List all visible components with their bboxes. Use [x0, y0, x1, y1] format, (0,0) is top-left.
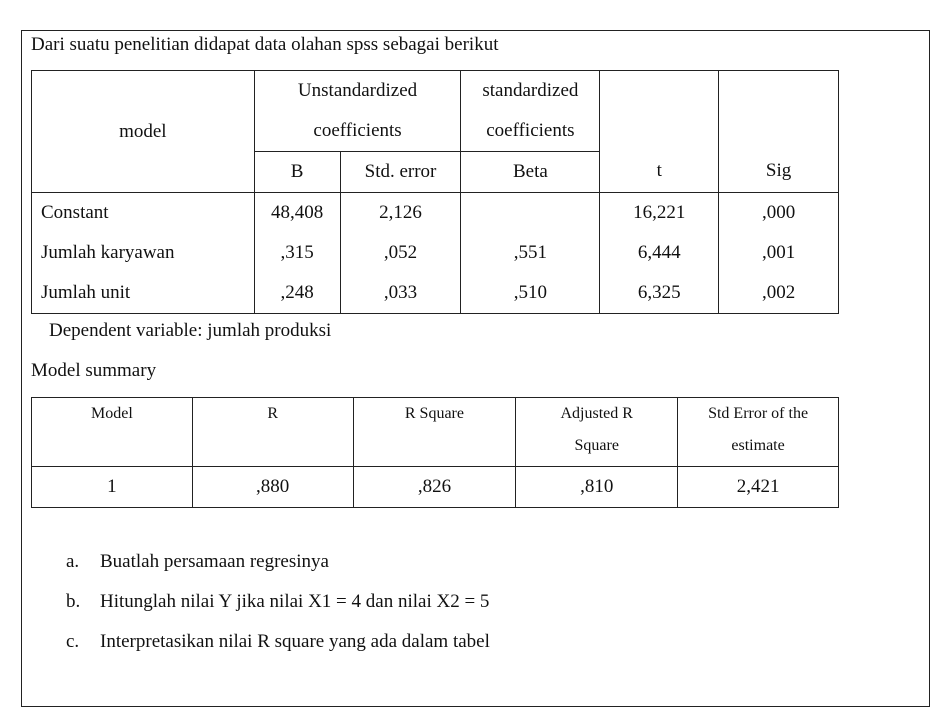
model-summary-table	[31, 397, 839, 508]
cell-t: 6,444	[600, 233, 719, 273]
cell-beta: ,551	[461, 233, 600, 273]
cell-beta	[461, 193, 600, 234]
table-row	[32, 273, 839, 314]
cell-r-square: ,826	[353, 467, 516, 508]
cell-sig: ,002	[719, 273, 839, 314]
header-unstandardized-line2: coefficients	[254, 111, 461, 152]
list-item	[66, 590, 490, 630]
table-row	[32, 233, 839, 273]
cell-std-error: ,033	[340, 273, 461, 314]
question-label: a.	[66, 551, 80, 572]
table-row	[32, 193, 839, 234]
header-adjusted-r-square: Adjusted R Square	[516, 398, 678, 467]
cell-b: ,248	[254, 273, 340, 314]
list-item	[66, 630, 490, 670]
list-item	[66, 550, 490, 590]
cell-std-error-estimate: 2,421	[678, 467, 839, 508]
question-label: b.	[66, 591, 81, 612]
cell-r: ,880	[192, 467, 353, 508]
header-b: B	[254, 152, 340, 193]
questions-list	[66, 550, 490, 670]
cell-t: 16,221	[600, 193, 719, 234]
header-std-error-estimate: Std Error of the estimate	[678, 398, 839, 467]
header-t: t	[600, 111, 719, 193]
header-r-square: R Square	[353, 398, 516, 467]
header-standardized-line2: coefficients	[461, 111, 600, 152]
cell-sig: ,000	[719, 193, 839, 234]
header-sig: Sig	[719, 111, 839, 193]
cell-b: ,315	[254, 233, 340, 273]
header-sig-spacer	[719, 71, 839, 112]
header-std-error: Std. error	[340, 152, 461, 193]
cell-std-error: 2,126	[340, 193, 461, 234]
header-model: model	[32, 71, 255, 193]
question-text: Hitunglah nilai Y jika nilai X1 = 4 dan nilai X2 = 5	[100, 591, 490, 612]
question-text: Interpretasikan nilai R square yang ada dalam tabel	[100, 631, 490, 652]
row-label: Jumlah unit	[32, 273, 255, 314]
cell-adjusted-r-square: ,810	[516, 467, 678, 508]
intro-text: Dari suatu penelitian didapat data olahan spss sebagai berikut	[31, 34, 499, 55]
header-beta: Beta	[461, 152, 600, 193]
row-label: Constant	[32, 193, 255, 234]
cell-std-error: ,052	[340, 233, 461, 273]
header-unstandardized-line1: Unstandardized	[254, 71, 461, 112]
header-t-spacer	[600, 71, 719, 112]
row-label: Jumlah karyawan	[32, 233, 255, 273]
dependent-variable-note: Dependent variable: jumlah produksi	[49, 320, 332, 341]
header-r: R	[192, 398, 353, 467]
table-row	[32, 467, 839, 508]
model-summary-title: Model summary	[31, 360, 157, 381]
header-standardized-line1: standardized	[461, 71, 600, 112]
cell-beta: ,510	[461, 273, 600, 314]
cell-sig: ,001	[719, 233, 839, 273]
cell-model: 1	[32, 467, 193, 508]
cell-b: 48,408	[254, 193, 340, 234]
question-label: c.	[66, 631, 80, 652]
question-text: Buatlah persamaan regresinya	[100, 551, 329, 572]
coefficients-table	[31, 70, 839, 314]
cell-t: 6,325	[600, 273, 719, 314]
header-model: Model	[32, 398, 193, 467]
